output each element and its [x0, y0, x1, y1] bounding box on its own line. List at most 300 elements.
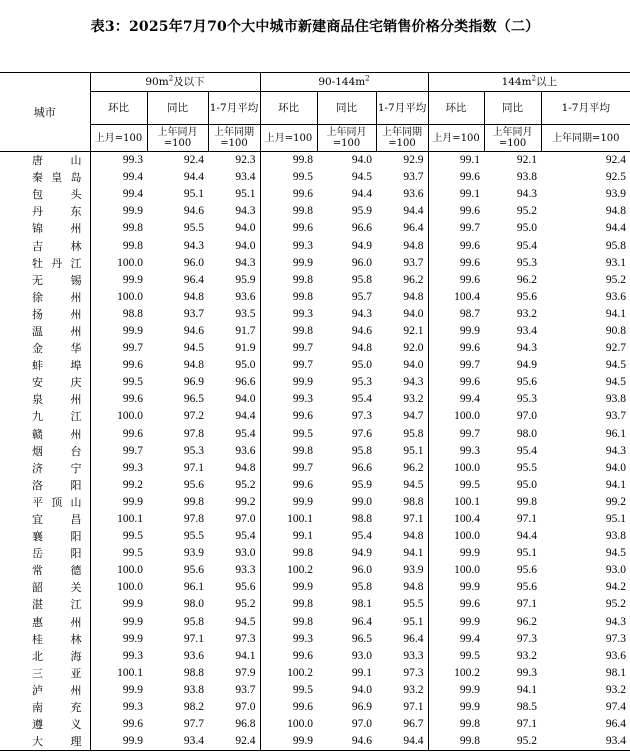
- index-value: 97.1: [516, 718, 538, 731]
- index-value: 95.1: [516, 547, 538, 560]
- index-value: 93.6: [235, 290, 256, 303]
- city-name: 北海: [32, 649, 82, 663]
- index-value: 93.2: [403, 393, 424, 406]
- index-value: 99.6: [428, 255, 484, 272]
- city-name: 锦州: [32, 222, 82, 236]
- sub-header: 环比: [260, 92, 317, 125]
- index-value: 92.4: [208, 733, 260, 751]
- index-value: 97.3: [605, 632, 627, 645]
- index-value: 100.4: [428, 289, 484, 306]
- index-value: 93.2: [516, 649, 538, 662]
- index-value: 99.7: [260, 357, 317, 374]
- index-value: 94.8: [403, 290, 424, 303]
- index-value: 93.0: [605, 564, 627, 577]
- index-value: 97.9: [235, 666, 256, 679]
- index-value: 94.8: [403, 530, 424, 543]
- index-value: 99.7: [90, 443, 147, 460]
- index-value: 95.7: [351, 290, 373, 303]
- index-value: 99.8: [260, 289, 317, 306]
- city-name: 九江: [32, 410, 82, 424]
- index-value: 95.1: [605, 513, 627, 526]
- index-value: 92.9: [403, 154, 424, 167]
- index-value: 94.3: [403, 376, 424, 389]
- sub-header: 同比: [317, 92, 376, 125]
- table-row: [0, 443, 630, 460]
- index-value: 94.0: [403, 307, 424, 320]
- index-value: 99.8: [90, 220, 147, 237]
- index-value: 99.2: [90, 477, 147, 494]
- index-value: 99.9: [428, 323, 484, 340]
- table-row: [0, 306, 630, 323]
- index-value: 99.8: [260, 614, 317, 631]
- index-value: 95.6: [516, 581, 538, 594]
- index-value: 94.4: [516, 530, 538, 543]
- city-name: 扬州: [32, 307, 82, 321]
- index-value: 99.9: [428, 579, 484, 596]
- index-value: 93.0: [235, 547, 256, 560]
- base-header: 上月=100: [90, 125, 147, 152]
- table-row: [0, 579, 630, 596]
- city-name: 牡丹江: [32, 256, 82, 270]
- index-value: 99.5: [90, 528, 147, 545]
- index-value: 97.2: [183, 410, 204, 423]
- index-value: 94.5: [605, 547, 627, 560]
- index-value: 96.5: [183, 393, 204, 406]
- index-value: 93.2: [605, 683, 627, 696]
- index-value: 99.7: [260, 460, 317, 477]
- index-value: 96.4: [605, 718, 627, 731]
- index-value: 100.0: [428, 408, 484, 425]
- index-value: 95.5: [183, 222, 204, 235]
- index-value: 96.4: [403, 222, 424, 235]
- index-value: 92.4: [183, 154, 204, 167]
- index-value: 99.3: [90, 460, 147, 477]
- index-value: 99.9: [90, 614, 147, 631]
- sub-header: 同比: [484, 92, 541, 125]
- index-value: 94.7: [403, 410, 424, 423]
- index-value: 99.5: [90, 545, 147, 562]
- index-value: 94.3: [351, 307, 373, 320]
- index-value: 100.0: [260, 716, 317, 733]
- index-value: 95.0: [516, 478, 538, 491]
- index-value: 100.2: [260, 562, 317, 579]
- index-value: 99.7: [260, 340, 317, 357]
- index-value: 99.6: [260, 699, 317, 716]
- index-value: 99.9: [90, 494, 147, 511]
- index-value: 99.0: [351, 495, 373, 508]
- index-value: 97.6: [351, 427, 373, 440]
- index-value: 95.9: [351, 478, 373, 491]
- table-row: [0, 614, 630, 631]
- index-value: 95.8: [183, 615, 204, 628]
- index-value: 95.9: [235, 273, 256, 286]
- base-header: 上年同月=100: [484, 125, 541, 152]
- index-value: 94.3: [183, 239, 204, 252]
- index-value: 93.9: [605, 188, 627, 201]
- table-row: [0, 391, 630, 408]
- index-value: 98.8: [183, 666, 204, 679]
- index-value: 91.7: [235, 324, 256, 337]
- index-value: 94.4: [235, 410, 256, 423]
- index-value: 92.0: [403, 342, 424, 355]
- index-value: 99.1: [260, 528, 317, 545]
- index-value: 97.3: [351, 410, 373, 423]
- city-name: 无锡: [32, 273, 82, 287]
- index-value: 94.9: [516, 359, 538, 372]
- city-name: 平顶山: [32, 495, 82, 509]
- index-value: 99.4: [90, 169, 147, 186]
- index-value: 94.5: [605, 376, 627, 389]
- index-value: 99.3: [260, 237, 317, 254]
- index-value: 95.6: [516, 376, 538, 389]
- index-value: 93.6: [235, 444, 256, 457]
- index-value: 99.8: [90, 237, 147, 254]
- index-value: 99.6: [90, 357, 147, 374]
- index-value: 99.8: [260, 443, 317, 460]
- sub-header: 环比: [428, 92, 484, 125]
- index-value: 94.5: [605, 359, 627, 372]
- index-value: 99.8: [260, 203, 317, 220]
- base-header: 上年同月=100: [147, 125, 208, 152]
- index-value: 95.2: [235, 598, 256, 611]
- index-value: 94.0: [235, 239, 256, 252]
- table-row: [0, 289, 630, 306]
- index-value: 95.1: [403, 615, 424, 628]
- index-value: 95.4: [235, 427, 256, 440]
- index-value: 95.6: [183, 564, 204, 577]
- index-value: 99.8: [183, 495, 204, 508]
- table-row: [0, 477, 630, 494]
- index-value: 96.9: [351, 701, 373, 714]
- city-name: 常德: [32, 564, 82, 578]
- city-name: 济宁: [32, 461, 82, 475]
- table-row: [0, 682, 630, 699]
- index-value: 93.7: [605, 410, 627, 423]
- index-value: 95.8: [605, 239, 627, 252]
- city-name: 大理: [0, 733, 90, 751]
- index-value: 93.1: [605, 256, 627, 269]
- table-row: [0, 596, 630, 613]
- table-row: [0, 494, 630, 511]
- index-value: 96.2: [516, 273, 538, 286]
- index-value: 99.6: [260, 648, 317, 665]
- index-value: 99.8: [260, 152, 317, 170]
- city-name: 丹东: [32, 205, 82, 219]
- index-value: 93.4: [147, 733, 208, 751]
- index-value: 95.3: [183, 444, 204, 457]
- index-value: 95.3: [351, 376, 373, 389]
- index-value: 99.6: [90, 426, 147, 443]
- index-value: 100.0: [428, 562, 484, 579]
- index-value: 94.6: [183, 324, 204, 337]
- city-name: 温州: [32, 324, 82, 338]
- index-value: 94.8: [351, 342, 373, 355]
- index-value: 94.1: [235, 649, 256, 662]
- city-name: 吉林: [32, 239, 82, 253]
- index-value: 99.9: [260, 579, 317, 596]
- index-value: 100.0: [90, 255, 147, 272]
- index-value: 97.4: [605, 701, 627, 714]
- index-value: 96.2: [516, 615, 538, 628]
- city-name: 湛江: [32, 598, 82, 612]
- price-index-table: [0, 72, 630, 751]
- table-row: [0, 699, 630, 716]
- index-value: 93.5: [235, 307, 256, 320]
- index-value: 94.8: [605, 205, 627, 218]
- index-value: 97.3: [516, 632, 538, 645]
- index-value: 97.0: [235, 701, 256, 714]
- index-value: 100.0: [90, 289, 147, 306]
- category-header: $90m^2$及以下: [90, 73, 260, 92]
- category-header: $144m^2$以上: [428, 73, 630, 92]
- index-value: 99.6: [90, 391, 147, 408]
- index-value: 96.0: [351, 564, 373, 577]
- index-value: 95.4: [351, 530, 373, 543]
- index-value: 95.6: [235, 581, 256, 594]
- index-value: 99.5: [428, 477, 484, 494]
- index-value: 98.8: [403, 495, 424, 508]
- index-value: 98.7: [428, 306, 484, 323]
- index-value: 99.3: [90, 699, 147, 716]
- index-value: 95.6: [183, 478, 204, 491]
- index-value: 93.0: [351, 649, 373, 662]
- base-header: 上年同期=100: [541, 125, 630, 152]
- index-value: 97.8: [183, 513, 204, 526]
- index-value: 99.4: [428, 631, 484, 648]
- city-name: 洛阳: [32, 478, 82, 492]
- base-header: 上月=100: [428, 125, 484, 152]
- index-value: 99.9: [90, 682, 147, 699]
- base-header: 上年同期=100: [208, 125, 260, 152]
- base-header: 上年同期=100: [376, 125, 428, 152]
- index-value: 94.3: [605, 615, 627, 628]
- index-value: 94.3: [516, 342, 538, 355]
- index-value: 99.9: [90, 272, 147, 289]
- index-value: 97.0: [235, 513, 256, 526]
- index-value: 95.1: [235, 188, 256, 201]
- index-value: 99.5: [260, 169, 317, 186]
- index-value: 99.7: [90, 340, 147, 357]
- index-value: 93.6: [605, 290, 627, 303]
- table-row: [0, 408, 630, 425]
- index-value: 97.1: [403, 513, 424, 526]
- index-value: 94.0: [403, 359, 424, 372]
- index-value: 99.6: [260, 408, 317, 425]
- city-name: 岳阳: [32, 547, 82, 561]
- table-row: [0, 220, 630, 237]
- index-value: 99.8: [260, 596, 317, 613]
- index-value: 93.2: [403, 683, 424, 696]
- city-name: 韶关: [32, 581, 82, 595]
- index-value: 97.0: [351, 718, 373, 731]
- index-value: 93.8: [516, 171, 538, 184]
- index-value: 94.0: [351, 683, 373, 696]
- index-value: 93.8: [183, 683, 204, 696]
- city-name: 三亚: [32, 666, 82, 680]
- index-value: 99.2: [605, 495, 627, 508]
- city-name: 惠州: [32, 615, 82, 629]
- index-value: 100.1: [90, 511, 147, 528]
- index-value: 99.5: [428, 648, 484, 665]
- index-value: 95.1: [403, 444, 424, 457]
- index-value: 95.0: [516, 222, 538, 235]
- index-value: 94.3: [605, 444, 627, 457]
- index-value: 94.4: [183, 171, 204, 184]
- index-value: 99.6: [260, 220, 317, 237]
- table-row: [0, 562, 630, 579]
- city-name: 蚌埠: [32, 359, 82, 373]
- table-row: [0, 716, 630, 733]
- index-value: 99.3: [428, 443, 484, 460]
- index-value: 99.7: [428, 426, 484, 443]
- city-name: 金华: [32, 342, 82, 356]
- index-value: 94.9: [351, 547, 373, 560]
- index-value: 99.9: [260, 255, 317, 272]
- index-value: 96.5: [351, 632, 373, 645]
- index-value: 90.8: [605, 324, 627, 337]
- table-row: [0, 272, 630, 289]
- index-value: 95.5: [183, 530, 204, 543]
- index-value: 94.1: [516, 683, 538, 696]
- sub-header: 1-7月平均: [541, 92, 630, 125]
- index-value: 91.9: [235, 342, 256, 355]
- index-value: 93.4: [541, 733, 630, 751]
- table-row: [0, 357, 630, 374]
- index-value: 97.1: [516, 598, 538, 611]
- index-value: 99.3: [260, 306, 317, 323]
- index-value: 99.3: [260, 391, 317, 408]
- index-value: 99.9: [428, 545, 484, 562]
- index-value: 99.3: [90, 152, 147, 170]
- table-row: [0, 545, 630, 562]
- table-row: [0, 169, 630, 186]
- index-value: 94.1: [403, 547, 424, 560]
- index-value: 99.9: [90, 323, 147, 340]
- index-value: 99.6: [260, 477, 317, 494]
- index-value: 98.8: [351, 513, 373, 526]
- index-value: 95.2: [235, 478, 256, 491]
- index-value: 93.7: [183, 307, 204, 320]
- table-row: [0, 528, 630, 545]
- table-row: [0, 152, 630, 170]
- index-value: 99.9: [428, 682, 484, 699]
- index-value: 95.0: [351, 359, 373, 372]
- index-value: 96.0: [351, 256, 373, 269]
- table-row: [0, 340, 630, 357]
- index-value: 96.6: [351, 461, 373, 474]
- index-value: 95.2: [516, 205, 538, 218]
- index-value: 95.8: [351, 581, 373, 594]
- index-value: 93.2: [516, 307, 538, 320]
- index-value: 92.3: [235, 154, 256, 167]
- index-value: 92.5: [605, 171, 627, 184]
- index-value: 92.7: [605, 342, 627, 355]
- city-name: 唐山: [32, 154, 82, 168]
- city-name: 南充: [32, 701, 82, 715]
- index-value: 94.2: [605, 581, 627, 594]
- index-value: 99.7: [428, 357, 484, 374]
- city-column-header: 城市: [0, 73, 90, 152]
- index-value: 96.1: [183, 581, 204, 594]
- base-header: 上年同月=100: [317, 125, 376, 152]
- index-value: 94.8: [403, 239, 424, 252]
- index-value: 96.9: [183, 376, 204, 389]
- city-name: 安庆: [32, 376, 82, 390]
- index-value: 100.2: [428, 665, 484, 682]
- page-title: 表3：2025年7月70个大中城市新建商品住宅销售价格分类指数（二）: [90, 19, 540, 35]
- index-value: 99.6: [260, 186, 317, 203]
- index-value: 92.4: [605, 154, 627, 167]
- table-row: [0, 426, 630, 443]
- index-value: 98.0: [183, 598, 204, 611]
- index-value: 99.9: [260, 374, 317, 391]
- index-value: 99.9: [260, 733, 317, 751]
- index-value: 95.8: [351, 273, 373, 286]
- index-value: 100.2: [260, 665, 317, 682]
- sub-header: 同比: [147, 92, 208, 125]
- index-value: 95.8: [351, 444, 373, 457]
- index-value: 99.9: [428, 614, 484, 631]
- index-value: 95.8: [403, 427, 424, 440]
- index-value: 99.4: [90, 186, 147, 203]
- index-value: 99.8: [428, 716, 484, 733]
- index-value: 99.4: [428, 391, 484, 408]
- index-value: 99.9: [428, 699, 484, 716]
- index-value: 98.2: [183, 701, 204, 714]
- index-value: 94.8: [183, 290, 204, 303]
- index-value: 92.1: [403, 324, 424, 337]
- index-value: 93.9: [403, 564, 424, 577]
- index-value: 97.0: [516, 410, 538, 423]
- table-row: [0, 511, 630, 528]
- index-value: 99.1: [428, 152, 484, 170]
- index-value: 94.5: [351, 171, 373, 184]
- index-value: 99.8: [260, 545, 317, 562]
- index-value: 93.8: [605, 393, 627, 406]
- index-value: 96.6: [235, 376, 256, 389]
- index-value: 95.3: [516, 393, 538, 406]
- index-value: 100.0: [90, 408, 147, 425]
- index-value: 93.8: [605, 530, 627, 543]
- index-value: 94.6: [183, 205, 204, 218]
- index-value: 95.5: [403, 598, 424, 611]
- index-value: 99.1: [428, 186, 484, 203]
- index-value: 96.4: [183, 273, 204, 286]
- index-value: 99.3: [516, 666, 538, 679]
- index-value: 99.6: [428, 596, 484, 613]
- index-value: 94.4: [403, 205, 424, 218]
- table-row: [0, 186, 630, 203]
- index-value: 94.4: [351, 188, 373, 201]
- index-value: 94.1: [605, 478, 627, 491]
- city-name: 包头: [32, 188, 82, 202]
- index-value: 96.1: [605, 427, 627, 440]
- index-value: 100.0: [90, 579, 147, 596]
- table-row: [0, 237, 630, 254]
- index-value: 94.1: [605, 307, 627, 320]
- index-value: 100.1: [428, 494, 484, 511]
- index-value: 99.9: [90, 733, 147, 751]
- table-row: [0, 374, 630, 391]
- index-value: 93.6: [183, 649, 204, 662]
- index-value: 95.1: [183, 188, 204, 201]
- index-value: 94.6: [317, 733, 376, 751]
- index-value: 99.6: [428, 203, 484, 220]
- index-value: 95.6: [516, 290, 538, 303]
- index-value: 99.9: [90, 631, 147, 648]
- index-value: 100.0: [90, 562, 147, 579]
- index-value: 99.6: [428, 374, 484, 391]
